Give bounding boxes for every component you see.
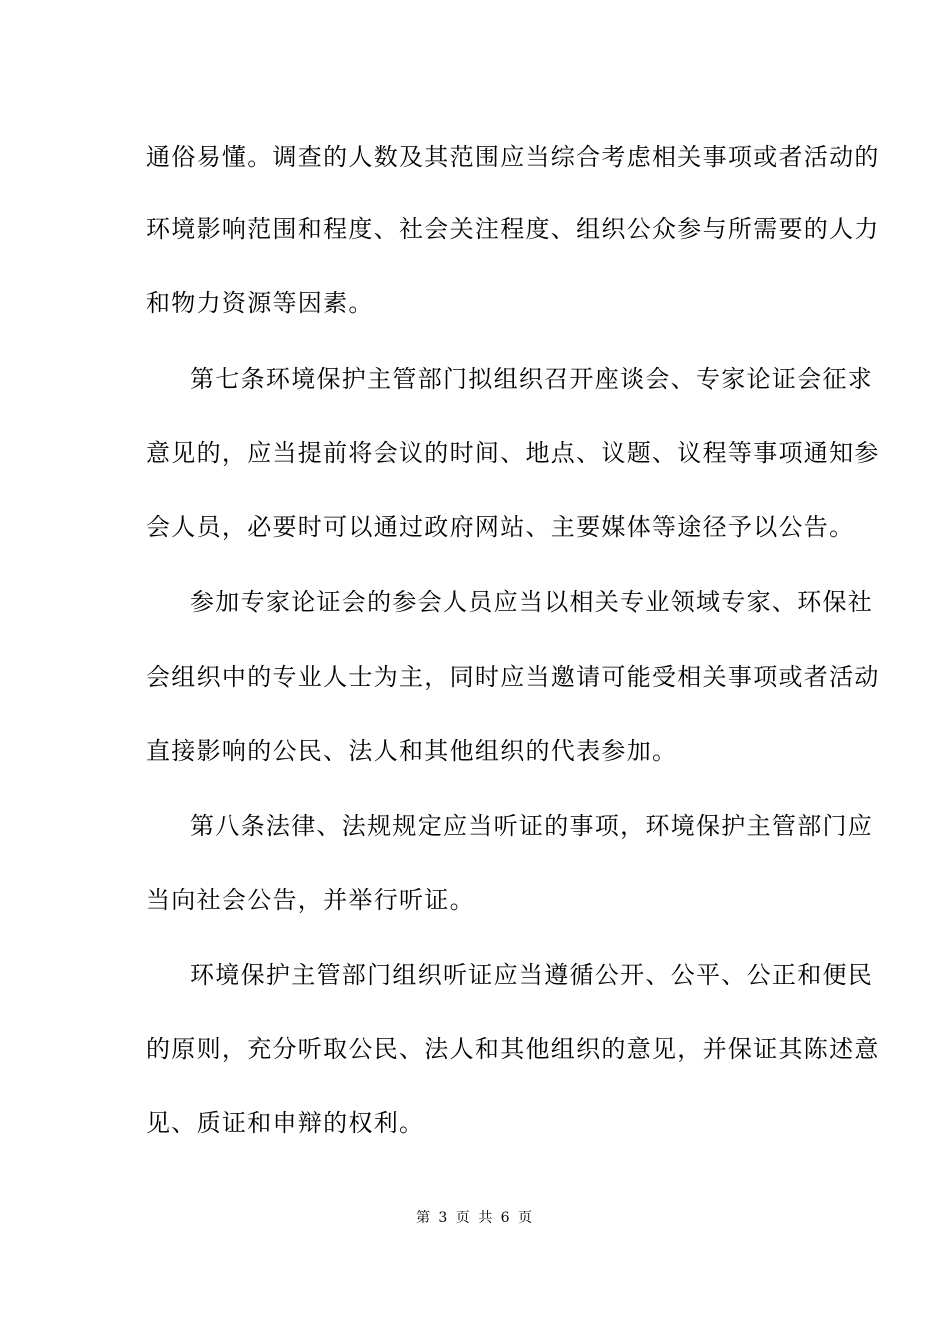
- paragraph-first-line: 参加专家论证会的参会人员应当以相关专业领域专家、环保社: [190, 588, 874, 616]
- text-line: 当向社会公告，并举行听证。: [146, 886, 475, 914]
- text-line: 会组织中的专业人士为主，同时应当邀请可能受相关事项或者活动: [146, 663, 880, 691]
- paragraph-first-line: 环境保护主管部门组织听证应当遵循公开、公平、公正和便民: [190, 961, 874, 989]
- paragraph-first-line: 第七条环境保护主管部门拟组织召开座谈会、专家论证会征求: [190, 365, 874, 393]
- text-line: 直接影响的公民、法人和其他组织的代表参加。: [146, 737, 678, 765]
- text-line: 环境影响范围和程度、社会关注程度、组织公众参与所需要的人力: [146, 215, 880, 243]
- text-line: 意见的，应当提前将会议的时间、地点、议题、议程等事项通知参: [146, 439, 880, 467]
- page-number: 第 3 页 共 6 页: [415, 1210, 535, 1226]
- text-line: 会人员，必要时可以通过政府网站、主要媒体等途径予以公告。: [146, 513, 855, 541]
- text-line: 的原则，充分听取公民、法人和其他组织的意见，并保证其陈述意: [146, 1035, 880, 1063]
- text-line: 和物力资源等因素。: [146, 289, 374, 317]
- text-line: 通俗易懂。调查的人数及其范围应当综合考虑相关事项或者活动的: [146, 143, 880, 171]
- paragraph-first-line: 第八条法律、法规规定应当听证的事项，环境保护主管部门应: [190, 812, 874, 840]
- text-line: 见、质证和申辩的权利。: [146, 1109, 425, 1137]
